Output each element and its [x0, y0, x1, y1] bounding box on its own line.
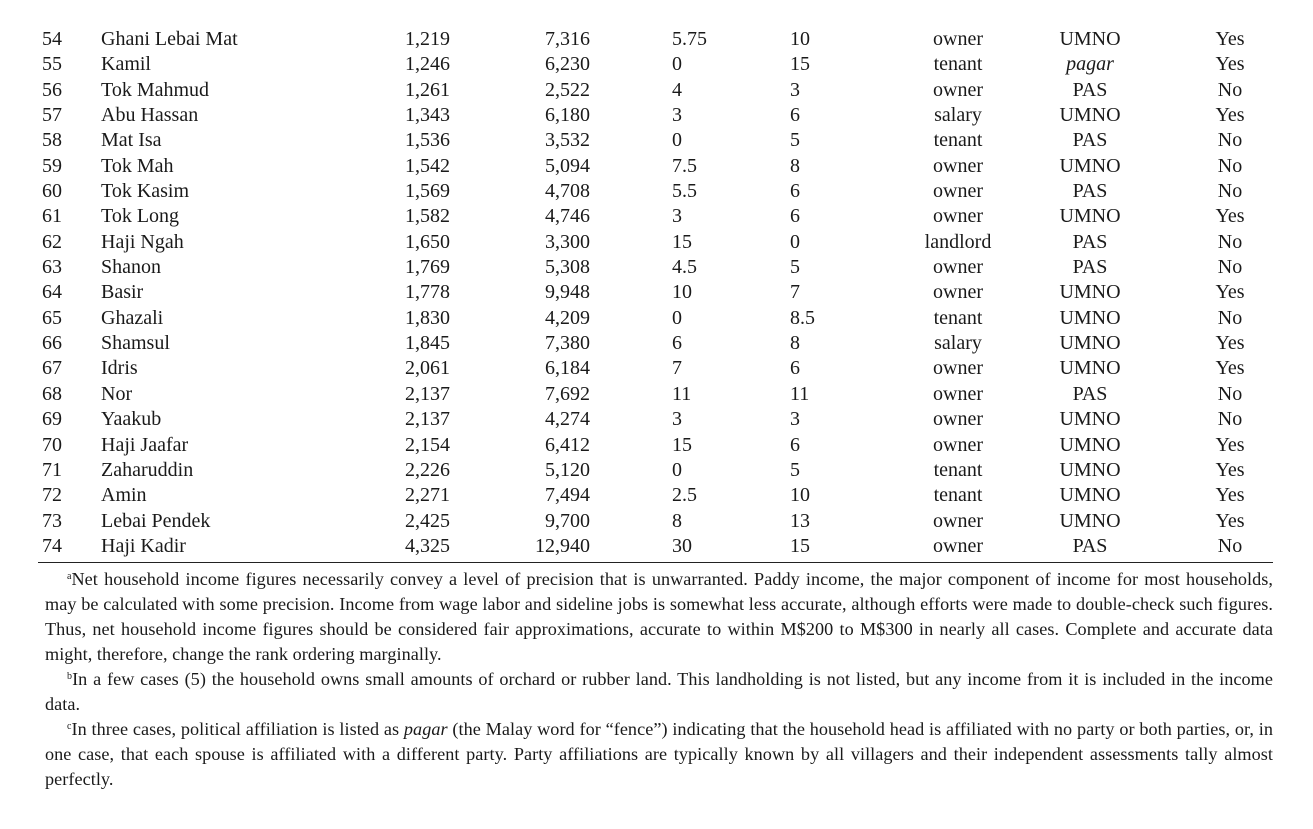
row-number-cell: 74 — [42, 534, 62, 557]
party-affiliation-cell: UMNO — [1059, 332, 1121, 355]
household-name-cell: Shanon — [101, 256, 161, 279]
net-income-cell: 1,778 — [405, 281, 450, 304]
membership-cell: Yes — [1215, 205, 1245, 228]
row-number-cell: 73 — [42, 509, 62, 532]
land-owned-cell: 0 — [672, 129, 682, 152]
land-rented-cell: 3 — [790, 78, 800, 101]
land-rented-cell: 11 — [790, 382, 810, 405]
land-rented-cell: 10 — [790, 484, 810, 507]
footnote-marker: b — [67, 671, 73, 682]
party-affiliation-cell: UMNO — [1059, 154, 1121, 177]
footnote-italic-term: pagar — [403, 719, 448, 739]
tenure-status-cell: owner — [933, 408, 983, 431]
table-row — [0, 433, 1313, 458]
tenure-status-cell: salary — [934, 332, 982, 355]
land-owned-cell: 10 — [672, 281, 692, 304]
tenure-status-cell: owner — [933, 382, 983, 405]
footnote-text: Net household income figures necessarily convey a level of precision that is unwarranted. Paddy income, the major component of income for most households, may be calculated with some precision. Income from wage labor and sideline jobs is somewhat less accurate, although efforts were made to double-check such figures. Thus, net household income figures should be considered fair approximations, accurate to within M$200 to M$300 in nearly all cases. Complete and accurate data might, therefore, change the rank ordering marginally. — [45, 569, 1273, 664]
row-number-cell: 60 — [42, 180, 62, 203]
gross-value-cell: 12,940 — [535, 534, 590, 557]
footnote-text: In a few cases (5) the household owns small amounts of orchard or rubber land. This landholding is not listed, but any income from it is included in the income data. — [45, 669, 1273, 714]
household-name-cell: Haji Jaafar — [101, 433, 189, 456]
row-number-cell: 68 — [42, 382, 62, 405]
tenure-status-cell: tenant — [933, 484, 983, 507]
table-row — [0, 458, 1313, 483]
net-income-cell: 2,154 — [405, 433, 450, 456]
membership-cell: No — [1217, 230, 1243, 253]
tenure-status-cell: owner — [933, 180, 983, 203]
table-row — [0, 230, 1313, 255]
land-owned-cell: 0 — [672, 306, 682, 329]
gross-value-cell: 4,209 — [545, 306, 590, 329]
membership-cell: Yes — [1215, 28, 1245, 50]
footnote-marker: c — [67, 721, 72, 732]
row-number-cell: 70 — [42, 433, 62, 456]
net-income-cell: 1,343 — [405, 104, 450, 127]
land-owned-cell: 8 — [672, 509, 682, 532]
land-owned-cell: 11 — [672, 382, 692, 405]
net-income-cell: 2,137 — [405, 408, 450, 431]
land-owned-cell: 7 — [672, 357, 682, 380]
household-name-cell: Yaakub — [101, 408, 162, 431]
party-affiliation-cell: PAS — [1072, 129, 1108, 152]
row-number-cell: 61 — [42, 205, 62, 228]
row-number-cell: 72 — [42, 484, 62, 507]
table-row — [0, 407, 1313, 432]
land-rented-cell: 6 — [790, 104, 800, 127]
membership-cell: No — [1217, 382, 1243, 405]
footnotes — [45, 567, 1273, 792]
land-rented-cell: 13 — [790, 509, 810, 532]
gross-value-cell: 7,380 — [545, 332, 590, 355]
table-row — [0, 255, 1313, 280]
membership-cell: Yes — [1215, 433, 1245, 456]
net-income-cell: 2,061 — [405, 357, 450, 380]
land-rented-cell: 6 — [790, 205, 800, 228]
footnote-marker: a — [67, 571, 72, 582]
membership-cell: Yes — [1215, 281, 1245, 304]
tenure-status-cell: owner — [933, 78, 983, 101]
household-name-cell: Shamsul — [101, 332, 170, 355]
party-affiliation-cell: UMNO — [1059, 281, 1121, 304]
membership-cell: No — [1217, 408, 1243, 431]
net-income-cell: 1,845 — [405, 332, 450, 355]
tenure-status-cell: owner — [933, 357, 983, 380]
party-affiliation-cell: UMNO — [1059, 306, 1121, 329]
gross-value-cell: 7,316 — [545, 28, 590, 50]
membership-cell: No — [1217, 256, 1243, 279]
table-row — [0, 128, 1313, 153]
net-income-cell: 4,325 — [405, 534, 450, 557]
net-income-cell: 1,536 — [405, 129, 450, 152]
tenure-status-cell: tenant — [933, 129, 983, 152]
membership-cell: Yes — [1215, 458, 1245, 481]
land-rented-cell: 8 — [790, 332, 800, 355]
row-number-cell: 64 — [42, 281, 62, 304]
table-row — [0, 356, 1313, 381]
membership-cell: No — [1217, 78, 1243, 101]
footnote-a — [45, 567, 1273, 667]
net-income-cell: 2,425 — [405, 509, 450, 532]
land-rented-cell: 6 — [790, 433, 800, 456]
party-affiliation-cell: UMNO — [1059, 104, 1121, 127]
tenure-status-cell: owner — [933, 256, 983, 279]
party-affiliation-cell: PAS — [1072, 180, 1108, 203]
household-name-cell: Haji Ngah — [101, 230, 184, 253]
land-owned-cell: 5.5 — [672, 180, 697, 203]
row-number-cell: 55 — [42, 53, 62, 76]
household-name-cell: Zaharuddin — [101, 458, 194, 481]
table-row — [0, 509, 1313, 534]
membership-cell: Yes — [1215, 357, 1245, 380]
household-table — [0, 27, 1313, 559]
membership-cell: No — [1217, 306, 1243, 329]
land-owned-cell: 0 — [672, 53, 682, 76]
land-rented-cell: 8.5 — [790, 306, 815, 329]
household-name-cell: Nor — [101, 382, 133, 405]
row-number-cell: 57 — [42, 104, 62, 127]
row-number-cell: 63 — [42, 256, 62, 279]
gross-value-cell: 4,746 — [545, 205, 590, 228]
gross-value-cell: 4,274 — [545, 408, 590, 431]
household-name-cell: Idris — [101, 357, 138, 380]
household-name-cell: Basir — [101, 281, 144, 304]
tenure-status-cell: tenant — [933, 53, 983, 76]
table-row — [0, 204, 1313, 229]
tenure-status-cell: owner — [933, 433, 983, 456]
membership-cell: No — [1217, 129, 1243, 152]
land-rented-cell: 5 — [790, 256, 800, 279]
party-affiliation-cell: UMNO — [1059, 433, 1121, 456]
row-number-cell: 62 — [42, 230, 62, 253]
land-owned-cell: 3 — [672, 408, 682, 431]
household-name-cell: Ghani Lebai Mat — [101, 28, 238, 50]
footnote-text: In three cases, political affiliation is listed as — [71, 719, 404, 739]
household-name-cell: Tok Long — [101, 205, 180, 228]
table-bottom-rule — [38, 562, 1273, 563]
land-owned-cell: 2.5 — [672, 484, 697, 507]
net-income-cell: 1,769 — [405, 256, 450, 279]
party-affiliation-cell: UMNO — [1059, 458, 1121, 481]
table-row — [0, 103, 1313, 128]
gross-value-cell: 2,522 — [545, 78, 590, 101]
membership-cell: Yes — [1215, 53, 1245, 76]
net-income-cell: 1,830 — [405, 306, 450, 329]
net-income-cell: 1,542 — [405, 154, 450, 177]
party-affiliation-cell: PAS — [1072, 382, 1108, 405]
gross-value-cell: 6,184 — [545, 357, 590, 380]
party-affiliation-cell: PAS — [1072, 256, 1108, 279]
land-rented-cell: 3 — [790, 408, 800, 431]
land-rented-cell: 6 — [790, 180, 800, 203]
land-owned-cell: 7.5 — [672, 154, 697, 177]
gross-value-cell: 9,700 — [545, 509, 590, 532]
gross-value-cell: 4,708 — [545, 180, 590, 203]
household-name-cell: Tok Mahmud — [101, 78, 210, 101]
row-number-cell: 59 — [42, 154, 62, 177]
household-name-cell: Kamil — [101, 53, 151, 76]
land-owned-cell: 3 — [672, 104, 682, 127]
membership-cell: Yes — [1215, 509, 1245, 532]
gross-value-cell: 7,494 — [545, 484, 590, 507]
table-row — [0, 154, 1313, 179]
party-affiliation-cell: UMNO — [1059, 205, 1121, 228]
party-affiliation-cell: UMNO — [1059, 408, 1121, 431]
row-number-cell: 58 — [42, 129, 62, 152]
land-rented-cell: 5 — [790, 129, 800, 152]
table-row — [0, 280, 1313, 305]
land-rented-cell: 6 — [790, 357, 800, 380]
table-row — [0, 483, 1313, 508]
footnote-text: (the Malay word for “fence”) indicating that the household head is affiliated with no party or both parties, or, in one case, that each spouse is affiliated with a different party. Party affiliations are typically known by all villagers and their independent assessments tally almost perfectly. — [45, 719, 1273, 789]
net-income-cell: 1,569 — [405, 180, 450, 203]
household-name-cell: Mat Isa — [101, 129, 162, 152]
household-name-cell: Haji Kadir — [101, 534, 186, 557]
gross-value-cell: 6,412 — [545, 433, 590, 456]
land-rented-cell: 15 — [790, 534, 810, 557]
membership-cell: No — [1217, 180, 1243, 203]
table-row — [0, 534, 1313, 559]
tenure-status-cell: tenant — [933, 458, 983, 481]
table-row — [0, 179, 1313, 204]
gross-value-cell: 6,230 — [545, 53, 590, 76]
gross-value-cell: 7,692 — [545, 382, 590, 405]
footnote-c — [45, 717, 1273, 792]
gross-value-cell: 6,180 — [545, 104, 590, 127]
gross-value-cell: 5,308 — [545, 256, 590, 279]
table-row — [0, 306, 1313, 331]
party-affiliation-cell: UMNO — [1059, 509, 1121, 532]
footnote-b — [45, 667, 1273, 717]
row-number-cell: 65 — [42, 306, 62, 329]
land-owned-cell: 15 — [672, 230, 692, 253]
land-rented-cell: 10 — [790, 28, 810, 50]
membership-cell: Yes — [1215, 484, 1245, 507]
membership-cell: Yes — [1215, 332, 1245, 355]
tenure-status-cell: owner — [933, 154, 983, 177]
land-rented-cell: 7 — [790, 281, 800, 304]
row-number-cell: 66 — [42, 332, 62, 355]
land-owned-cell: 4.5 — [672, 256, 697, 279]
party-affiliation-cell: UMNO — [1059, 357, 1121, 380]
membership-cell: No — [1217, 154, 1243, 177]
gross-value-cell: 3,532 — [545, 129, 590, 152]
table-row — [0, 27, 1313, 52]
gross-value-cell: 9,948 — [545, 281, 590, 304]
gross-value-cell: 5,120 — [545, 458, 590, 481]
table-row — [0, 78, 1313, 103]
party-affiliation-cell: PAS — [1072, 78, 1108, 101]
net-income-cell: 2,271 — [405, 484, 450, 507]
tenure-status-cell: owner — [933, 205, 983, 228]
tenure-status-cell: landlord — [924, 230, 992, 253]
land-rented-cell: 0 — [790, 230, 800, 253]
party-affiliation-cell: PAS — [1072, 230, 1108, 253]
land-rented-cell: 5 — [790, 458, 800, 481]
tenure-status-cell: salary — [934, 104, 982, 127]
row-number-cell: 54 — [42, 28, 62, 50]
gross-value-cell: 5,094 — [545, 154, 590, 177]
gross-value-cell: 3,300 — [545, 230, 590, 253]
net-income-cell: 1,582 — [405, 205, 450, 228]
tenure-status-cell: owner — [933, 281, 983, 304]
household-name-cell: Tok Mah — [101, 154, 174, 177]
land-owned-cell: 6 — [672, 332, 682, 355]
land-owned-cell: 3 — [672, 205, 682, 228]
net-income-cell: 1,261 — [405, 78, 450, 101]
land-owned-cell: 4 — [672, 78, 682, 101]
land-owned-cell: 0 — [672, 458, 682, 481]
tenure-status-cell: tenant — [933, 306, 983, 329]
net-income-cell: 1,246 — [405, 53, 450, 76]
net-income-cell: 1,219 — [405, 28, 450, 50]
land-owned-cell: 15 — [672, 433, 692, 456]
land-rented-cell: 8 — [790, 154, 800, 177]
party-affiliation-cell: pagar — [1066, 53, 1114, 76]
household-name-cell: Abu Hassan — [101, 104, 199, 127]
table-row — [0, 52, 1313, 77]
household-name-cell: Ghazali — [101, 306, 164, 329]
table-row — [0, 382, 1313, 407]
tenure-status-cell: owner — [933, 534, 983, 557]
tenure-status-cell: owner — [933, 28, 983, 50]
row-number-cell: 67 — [42, 357, 62, 380]
row-number-cell: 56 — [42, 78, 62, 101]
row-number-cell: 69 — [42, 408, 62, 431]
tenure-status-cell: owner — [933, 509, 983, 532]
household-name-cell: Tok Kasim — [101, 180, 190, 203]
row-number-cell: 71 — [42, 458, 62, 481]
membership-cell: No — [1217, 534, 1243, 557]
net-income-cell: 1,650 — [405, 230, 450, 253]
land-owned-cell: 5.75 — [672, 28, 707, 50]
membership-cell: Yes — [1215, 104, 1245, 127]
party-affiliation-cell: UMNO — [1059, 484, 1121, 507]
party-affiliation-cell: PAS — [1072, 534, 1108, 557]
net-income-cell: 2,137 — [405, 382, 450, 405]
land-owned-cell: 30 — [672, 534, 692, 557]
land-rented-cell: 15 — [790, 53, 810, 76]
household-name-cell: Lebai Pendek — [101, 509, 211, 532]
party-affiliation-cell: UMNO — [1059, 28, 1121, 50]
table-row — [0, 331, 1313, 356]
net-income-cell: 2,226 — [405, 458, 450, 481]
household-name-cell: Amin — [101, 484, 147, 507]
